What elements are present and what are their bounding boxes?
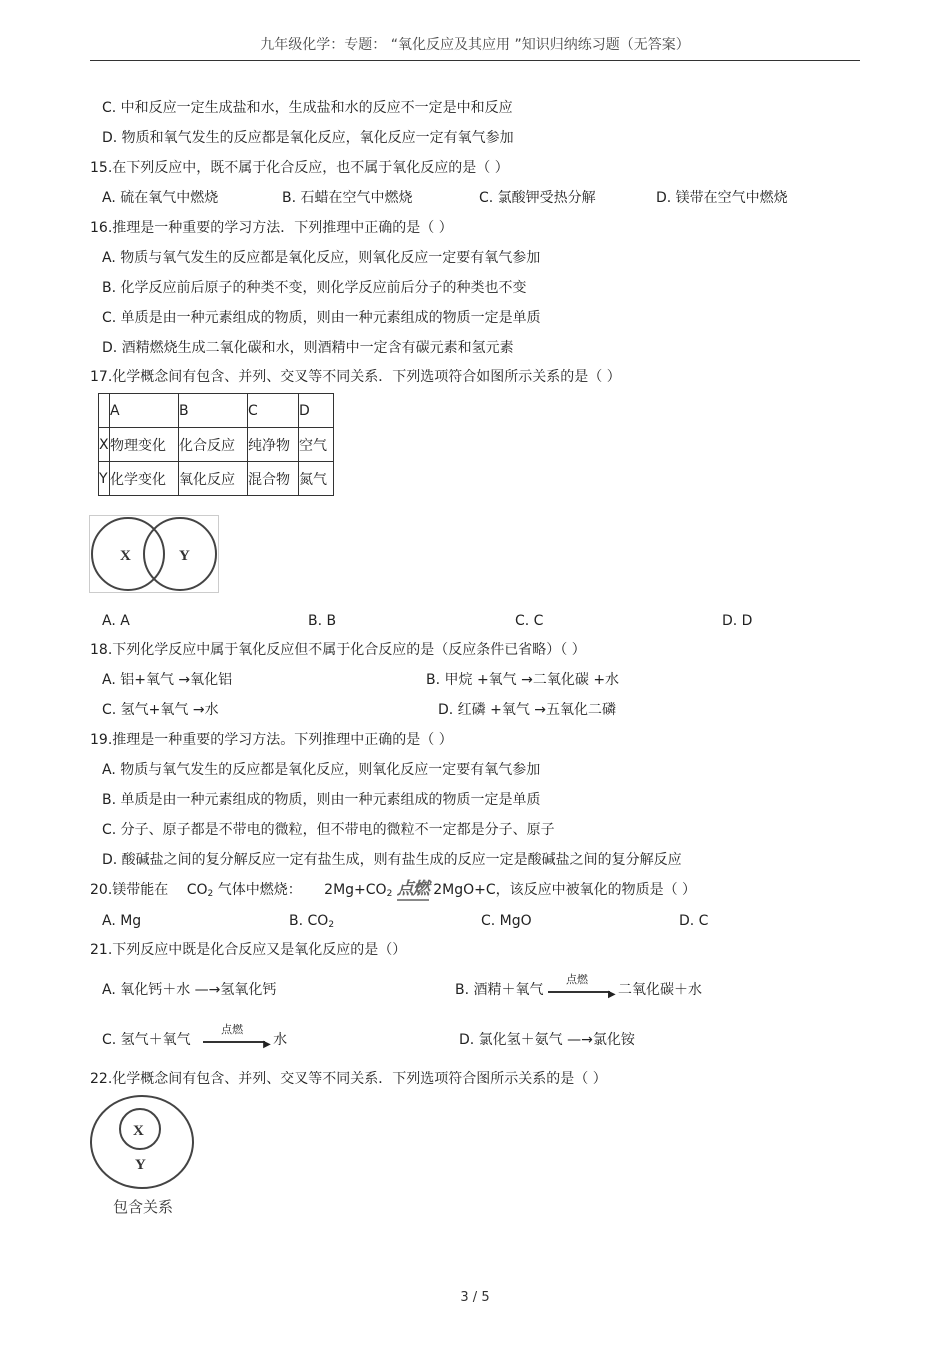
- q20-condition: 点燃: [396, 879, 429, 899]
- q15-stem: 15.在下列反应中，既不属于化合反应，也不属于氧化反应的是（ ）: [90, 160, 509, 176]
- q20-option-b: [289, 912, 334, 934]
- q17-stem: 17.化学概念间有包含、并列、交叉等不同关系．下列选项符合如图所示关系的是（ ）: [90, 369, 621, 385]
- q17-venn-svg: [90, 516, 218, 592]
- q17-th-b: B: [179, 394, 248, 428]
- q15-option-c: C. 氯酸钾受热分解: [479, 190, 596, 206]
- q21-b-arrow: [548, 973, 618, 1000]
- q14-option-c: C. 中和反应一定生成盐和水，生成盐和水的反应不一定是中和反应: [102, 100, 513, 116]
- q21-stem: 21.下列反应中既是化合反应又是氧化反应的是（）: [90, 942, 407, 958]
- q14-option-d: D. 物质和氧气发生的反应都是氧化反应，氧化反应一定有氧气参加: [102, 130, 514, 146]
- q17-cell: Y: [99, 462, 110, 496]
- venn-label-x: X: [120, 548, 131, 564]
- q22-figure-svg: [89, 1094, 195, 1214]
- q20-option-c: C. MgO: [481, 913, 532, 929]
- q18-option-d: D. 红磷 +氧气 →五氧化二磷: [438, 702, 617, 718]
- q17-table-header-row: [99, 394, 334, 428]
- q20-option-d: D. C: [679, 913, 709, 929]
- arrow-head-icon: ▶: [607, 989, 616, 1000]
- q17-cell: 化学变化: [110, 462, 179, 496]
- q16-stem: 16.推理是一种重要的学习方法．下列推理中正确的是（ ）: [90, 220, 453, 236]
- q20-co2-sub: 2: [207, 889, 214, 899]
- q19-option-a: A. 物质与氧气发生的反应都是氧化反应，则氧化反应一定要有氧气参加: [102, 762, 541, 778]
- q20-option-b-sub: 2: [328, 920, 335, 930]
- q17-table: [98, 393, 334, 496]
- q17-option-b: B. B: [308, 613, 337, 629]
- q17-cell: 氧化反应: [179, 462, 248, 496]
- q21-option-b: [455, 973, 702, 1000]
- q17-cell: X: [99, 428, 110, 462]
- q22-label-x: X: [133, 1123, 144, 1139]
- q17-cell: 混合物: [248, 462, 299, 496]
- venn-label-y: Y: [179, 548, 190, 564]
- q21-option-c: [102, 1023, 288, 1050]
- q21-b-condition: 点燃: [565, 973, 588, 986]
- q22-figure: [89, 1094, 195, 1214]
- q20-stem-mid: 气体中燃烧：: [217, 882, 302, 898]
- q16-option-a: A. 物质与氧气发生的反应都是氧化反应，则氧化反应一定要有氧气参加: [102, 250, 541, 266]
- q16-option-c: C. 单质是由一种元素组成的物质，则由一种元素组成的物质一定是单质: [102, 310, 541, 326]
- q16-option-d: D. 酒精燃烧生成二氧化碳和水，则酒精中一定含有碳元素和氢元素: [102, 340, 514, 356]
- q17-th-a: A: [110, 394, 179, 428]
- q20-eq-left: [324, 882, 392, 898]
- q21-option-c-pre: C. 氢气＋氧气: [102, 1032, 191, 1048]
- q17-venn-diagram: [89, 515, 219, 593]
- q15-option-a: A. 硫在氧气中燃烧: [102, 190, 219, 206]
- q21-option-b-post: 二氧化碳＋水: [617, 982, 702, 998]
- q20-eq-left-text: 2Mg+CO: [324, 882, 387, 898]
- q20-stem: [90, 880, 696, 903]
- q22-stem: 22.化学概念间有包含、并列、交叉等不同关系．下列选项符合图所示关系的是（ ）: [90, 1071, 607, 1087]
- q18-option-b: B. 甲烷 +氧气 →二氧化碳 +水: [426, 672, 620, 688]
- q17-cell: 空气: [299, 428, 334, 462]
- q18-stem: 18.下列化学反应中属于氧化反应但不属于化合反应的是（反应条件已省略）（ ）: [90, 642, 586, 658]
- q20-option-b-text: B. CO: [289, 913, 329, 929]
- q20-co2-text: CO: [186, 882, 208, 898]
- q20-stem-pre: 20.镁带能在: [90, 882, 169, 898]
- q17-cell: 化合反应: [179, 428, 248, 462]
- q21-option-d: D. 氯化氢＋氨气 —→氯化铵: [459, 1032, 635, 1048]
- q15-option-b: B. 石蜡在空气中燃烧: [282, 190, 413, 206]
- q21-option-a: A. 氧化钙＋水 —→氢氧化钙: [102, 982, 277, 998]
- q19-option-d: D. 酸碱盐之间的复分解反应一定有盐生成，则有盐生成的反应一定是酸碱盐之间的复分解反应: [102, 852, 682, 868]
- q20-eq-right: 2MgO+C，该反应中被氧化的物质是（ ）: [433, 882, 697, 898]
- q17-cell: 物理变化: [110, 428, 179, 462]
- q21-c-condition: 点燃: [221, 1023, 244, 1036]
- q17-table-row-y: [99, 462, 334, 496]
- arrow-head-icon: ▶: [263, 1039, 271, 1050]
- page-header: 九年级化学：专题： “氧化反应及其应用 ”知识归纳练习题（无答案）: [260, 37, 690, 53]
- q17-cell: 纯净物: [248, 428, 299, 462]
- q16-option-b: B. 化学反应前后原子的种类不变，则化学反应前后分子的种类也不变: [102, 280, 527, 296]
- q17-option-d: D. D: [722, 613, 753, 629]
- q17-table-row-x: [99, 428, 334, 462]
- q17-cell: 氮气: [299, 462, 334, 496]
- q17-option-a: A. A: [102, 613, 130, 629]
- q19-option-c: C. 分子、原子都是不带电的微粒，但不带电的微粒不一定都是分子、原子: [102, 822, 555, 838]
- q17-th-blank: [99, 394, 110, 428]
- arrow-line: [203, 1041, 265, 1043]
- q17-th-c: C: [248, 394, 299, 428]
- q19-option-b: B. 单质是由一种元素组成的物质，则由一种元素组成的物质一定是单质: [102, 792, 541, 808]
- q18-option-a: A. 铝+氧气 →氧化铝: [102, 672, 233, 688]
- q21-option-c-post: 水: [273, 1032, 288, 1048]
- q15-option-d: D. 镁带在空气中燃烧: [656, 190, 788, 206]
- arrow-line: [548, 991, 610, 993]
- q21-c-arrow: [203, 1023, 273, 1050]
- page-number: 3 / 5: [460, 1290, 490, 1305]
- q17-th-d: D: [299, 394, 334, 428]
- q22-label-y: Y: [135, 1157, 146, 1173]
- q19-stem: 19.推理是一种重要的学习方法。下列推理中正确的是（ ）: [90, 732, 453, 748]
- q18-option-c: C. 氢气+氧气 →水: [102, 702, 219, 718]
- q21-option-b-pre: B. 酒精＋氧气: [455, 982, 544, 998]
- q20-co2: [187, 882, 214, 898]
- header-divider: [90, 60, 860, 61]
- q20-option-a: A. Mg: [102, 913, 142, 929]
- q20-eq-sub: 2: [386, 889, 393, 899]
- q17-option-c: C. C: [515, 613, 544, 629]
- q22-caption: 包含关系: [113, 1198, 174, 1214]
